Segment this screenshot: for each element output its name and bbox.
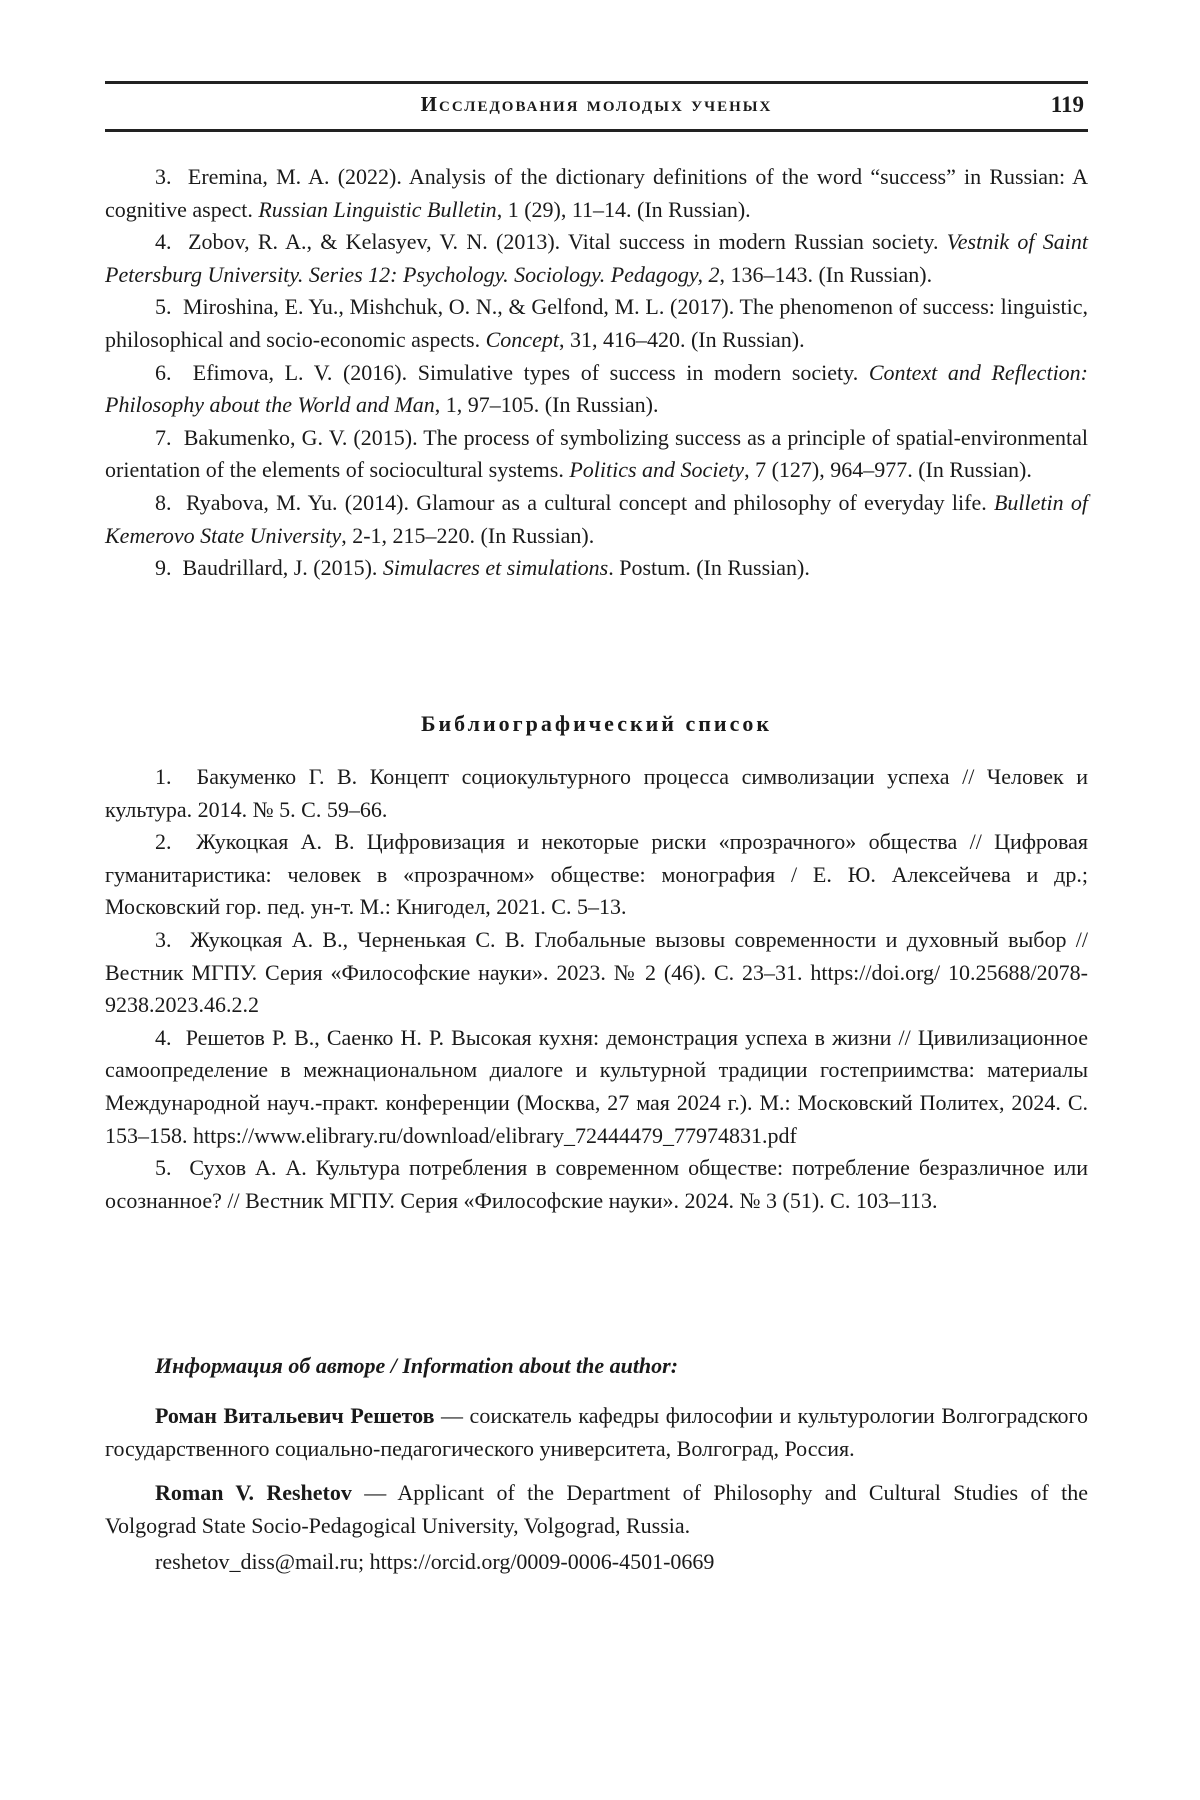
author-info-heading: Информация об авторе / Information about the author: [155,1353,678,1379]
reference-item [105,487,1088,552]
bibliography-text: Бакуменко Г. В. Концепт социокультурного процесса символизации успеха // Человек и культура. 2014. № 5. С. 59–66. [105,764,1088,822]
reference-number: 3. [155,164,172,189]
bibliography-number: 1. [155,764,172,789]
references-list [105,161,1088,585]
reference-source: Concept [486,327,559,352]
reference-text: Ryabova, M. Yu. (2014). Glamour as a cultural concept and philosophy of everyday life. [186,490,994,515]
running-header [105,92,1088,124]
reference-details: , 1, 97–105. (In Russian). [435,392,659,417]
bibliography-item [105,1022,1088,1152]
reference-item [105,357,1088,422]
reference-item [105,552,1088,585]
header-bottom-rule [105,129,1088,132]
reference-details: , 31, 416–420. (In Russian). [559,327,805,352]
reference-text: Zobov, R. A., & Kelasyev, V. N. (2013). Vital success in modern Russian society. [188,229,947,254]
reference-details: , 7 (127), 964–977. (In Russian). [744,457,1032,482]
reference-details: , 1 (29), 11–14. (In Russian). [497,197,751,222]
journal-section-title: Исследования молодых ученых [105,92,1088,117]
reference-number: 9. [155,555,172,580]
author-affiliation-ru: — соискатель кафедры философии и культурологии Волгоградского государственного социально-педагогического университета, Волгоград, Россия. [105,1403,1088,1461]
reference-source: Russian Linguistic Bulletin [258,197,496,222]
header-top-rule [105,81,1088,84]
reference-number: 5. [155,294,172,319]
reference-details: . Postum. (In Russian). [608,555,810,580]
reference-source: Politics and Society [569,457,744,482]
reference-source: Simulacres et simulations [383,555,608,580]
reference-source: Bulletin of Kemerovo State University [105,490,1088,548]
author-name-ru: Роман Витальевич Решетов [155,1403,434,1428]
reference-item [105,226,1088,291]
reference-source: Vestnik of Saint Petersburg University. Series 12: Psychology. Sociology. Pedagogy, 2 [105,229,1088,287]
reference-text: Miroshina, E. Yu., Mishchuk, O. N., & Gelfond, M. L. (2017). The phenomenon of success: linguistic, philosophical and socio-economic aspects. [105,294,1088,352]
bibliography-text: Решетов Р. В., Саенко Н. Р. Высокая кухня: демонстрация успеха в жизни // Цивилизационное самоопределение в межнациональном диалоге и культурной традиции гостеприимства: материалы Международной науч.-практ. конференции (Москва, 27 мая 2024 г.). М.: Московский Политех, 2024. С. 153–158. https://www.elibrary.ru/download/elibrary_72444479_77974831.pdf [105,1025,1088,1148]
author-ru [105,1400,1088,1465]
bibliography-text: Жукоцкая А. В., Черненькая С. В. Глобальные вызовы современности и духовный выбор // Вестник МГПУ. Серия «Философские науки». 2023. № 2 (46). С. 23–31. https://doi.org/ 10.25688/2078-9238.2023.46.2.2 [105,927,1088,1017]
author-contacts[interactable]: reshetov_diss@mail.ru; https://orcid.org/0009-0006-4501-0669 [105,1546,1088,1579]
bibliography-item [105,826,1088,924]
author-name-en: Roman V. Reshetov [155,1480,352,1505]
reference-text: Efimova, L. V. (2016). Simulative types of success in modern society. [193,360,869,385]
bibliography-number: 2. [155,829,172,854]
bibliography-item [105,761,1088,826]
bibliography-text: Сухов А. А. Культура потребления в современном обществе: потребление безразличное или осознанное? // Вестник МГПУ. Серия «Философские науки». 2024. № 3 (51). С. 103–113. [105,1155,1088,1213]
bibliography-heading: Библиографический список [105,711,1088,737]
reference-number: 6. [155,360,172,385]
bibliography-item [105,1152,1088,1217]
page-number: 119 [1051,92,1084,118]
reference-details: , 136–143. (In Russian). [719,262,932,287]
bibliography-item [105,924,1088,1022]
reference-details: , 2-1, 215–220. (In Russian). [341,523,594,548]
author-info [105,1400,1088,1579]
bibliography-text: Жукоцкая А. В. Цифровизация и некоторые риски «прозрачного» общества // Цифровая гуманитаристика: человек в «прозрачном» обществе: монография / Е. Ю. Алексейчева и др.; Московский гор. пед. ун-т. М.: Книгодел, 2021. С. 5–13. [105,829,1088,919]
reference-number: 4. [155,229,172,254]
reference-item [105,291,1088,356]
reference-text: Bakumenko, G. V. (2015). The process of symbolizing success as a principle of spatial-environmental orientation of the elements of sociocultural systems. [105,425,1088,483]
bibliography-number: 5. [155,1155,172,1180]
bibliography-number: 4. [155,1025,172,1050]
bibliography-number: 3. [155,927,172,952]
bibliography-list [105,761,1088,1217]
reference-source: Context and Reflection: Philosophy about the World and Man [105,360,1088,418]
reference-number: 7. [155,425,172,450]
reference-text: Eremina, M. A. (2022). Analysis of the dictionary definitions of the word “success” in Russian: A cognitive aspect. [105,164,1088,222]
author-affiliation-en: — Applicant of the Department of Philosophy and Cultural Studies of the Volgograd State Socio-Pedagogical University, Volgograd, Russia. [105,1480,1088,1538]
reference-text: Baudrillard, J. (2015). [183,555,383,580]
reference-number: 8. [155,490,172,515]
author-en [105,1477,1088,1542]
reference-item [105,422,1088,487]
reference-item [105,161,1088,226]
